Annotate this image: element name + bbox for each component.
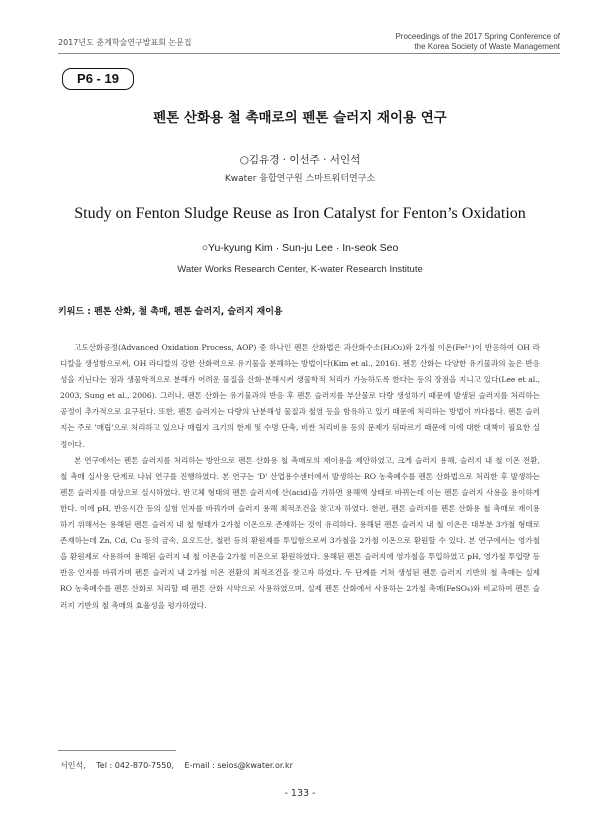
- korean-title: 펜톤 산화용 철 촉매로의 펜톤 슬러지 재이용 연구: [153, 110, 447, 126]
- running-header-right: [320, 32, 560, 52]
- body-paragraph-1: 고도산화공정(Advanced Oxidation Process, AOP) 중 하나인 펜톤 산화법은 과산화수소(H₂O₂)와 2가철 이온(Fe²⁺)이 반응하여 OH 라디칼을 생성함으로써, OH 라디칼의 강한 산화력으로 유기물을 분해하는 방법이다(Kim et al., 2016). 펜톤 산화는 다양한 유기물과의 높은 반응성을 지닌다는 점과 생물학적으로 분해가 어려운 물질을 산화·분해시켜 생물학적 처리가 가능하도록 한다는 등의 장점을 지니고 있다(Lee et al., 2003, Sung et al., 2006). 그러나, 펜톤 산화는 유기물과의 반응 후 펜톤 슬러지를 부산물로 다량 생성하기 때문에 발생된 슬러지를 처리하는 공정이 추가적으로 요구된다. 또한, 펜톤 슬러지는 다량의 난분해성 물질과 철염 등을 함유하고 있기 때문에 처리하는 방법이 까다롭다. 펜톤 슬러지는 주로 '매립'으로 처리하고 있으나 매립지 크기의 한계 및 수명 단축, 비싼 처리비용 등의 문제가 뒤따르기 때문에 이에 대한 대책이 필요한 실정이다.: [60, 343, 540, 449]
- page-number: - 133 -: [284, 788, 316, 799]
- running-header-right-line2: the Korea Society of Waste Management: [414, 42, 560, 51]
- english-affiliation: Water Works Research Center, K-water Research Institute: [177, 264, 423, 275]
- body-paragraph-2: 본 연구에서는 펜톤 슬러지를 처리하는 방안으로 펜톤 산화용 철 촉매로의 재이용을 제안하였고, 크게 슬러지 용해, 슬러지 내 철 이온 전환, 철 촉매 실사용 단계로 나눠 연구를 진행하였다. 본 연구는 'D' 산업용수센터에서 발생하는 RO 농축폐수를 펜톤 산화법으로 처리한 후 발생하는 펜톤 슬러지를 대상으로 실시하였다. 반고체 형태의 펜톤 슬러지에 산(acid)을 가하면 용해액 상태로 바뀌는데 이는 펜톤 슬러지 사용을 용이하게 한다. 이에 pH, 반응시간 등의 실험 인자를 바꿔가며 슬러지 용해 최적조건을 찾고자 하였다. 한편, 펜톤 슬러지를 펜톤 산화용 철 촉매로 재이용하기 위해서는 용해된 펜톤 슬러지 내 철 형태가 2가철 이온으로 존재하는 것이 유리하다. 용해된 펜톤 슬러지 내 철 이온은 대부분 3가철 형태로 존재하는데 Zn, Cd, Cu 등의 금속, 요오드산, 철편 등의 환원제를 투입함으로써 3가철을 2가철 이온으로 환원할 수 있다. 본 연구에서는 영가철을 환원제로 사용하여 용해된 슬러지 내 철 이온을 2가철 이온으로 환원하였다. 용해된 펜톤 슬러지에 영가철을 투입하였고 pH, 영가철 투입량 등 반응 인자를 바꿔가며 펜톤 슬러지 내 2가철 이온 전환의 최적조건을 찾고자 하였다. 두 단계를 거쳐 생성된 펜톤 슬러지 기반의 철 촉매는 실제 RO 농축폐수를 펜톤 산화로 처리할 때 펜톤 산화 시약으로 사용하였으며, 실제 펜톤 산화에서 사용하는 2가철 촉매(FeSO₄)와 비교하여 펜톤 슬러지 기반의 철 촉매의 효율성을 평가하였다.: [60, 455, 540, 610]
- english-title: Study on Fenton Sludge Reuse as Iron Catalyst for Fenton’s Oxidation: [74, 205, 526, 222]
- header-rule: [58, 53, 560, 54]
- footnote-email: E-mail : seios@kwater.or.kr: [184, 761, 293, 770]
- footnote-name: 서인석,: [60, 761, 86, 770]
- footnote-rule: [58, 750, 176, 751]
- footnote-tel: Tel : 042-870-7550,: [96, 761, 174, 770]
- running-header-right-line1: Proceedings of the 2017 Spring Conference of: [395, 32, 560, 41]
- corresponding-author-footnote: [60, 760, 301, 771]
- paper-id-badge: P6 - 19: [62, 68, 134, 90]
- running-header-left: 2017년도 춘계학술연구발표회 논문집: [58, 38, 192, 47]
- korean-affiliation: Kwater 융합연구원 스마트워터연구소: [224, 174, 376, 184]
- korean-authors: ○김유경 · 이선주 · 서인석: [239, 154, 361, 166]
- keywords: 키워드 : 펜톤 산화, 철 촉매, 펜톤 슬러지, 슬러지 재이용: [58, 307, 283, 317]
- english-authors: ○Yu-kyung Kim · Sun-ju Lee · In-seok Seo: [201, 242, 399, 254]
- abstract-body: [60, 340, 540, 614]
